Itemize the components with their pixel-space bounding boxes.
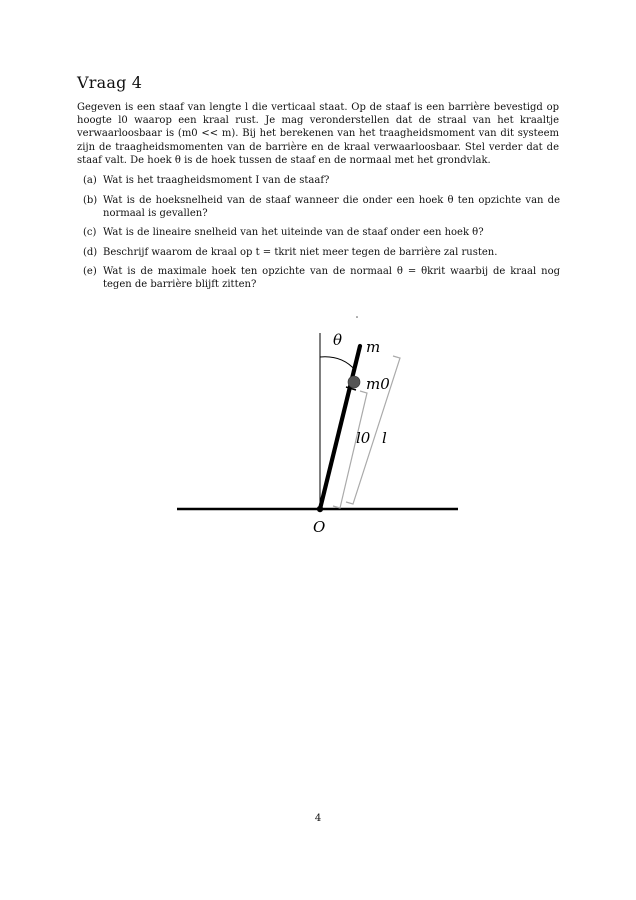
question-item-b — [77, 194, 560, 220]
m-label: m — [366, 338, 381, 356]
l0-label: l0 — [356, 429, 371, 447]
l0-bracket — [333, 391, 367, 508]
question-text: Wat is de lineaire snelheid van het uiteinde van de staaf onder een hoek θ? — [103, 227, 484, 238]
question-item-d — [77, 246, 560, 259]
pivot-point — [317, 506, 323, 512]
question-label: (d) — [83, 246, 98, 258]
question-text: Wat is de hoeksnelheid van de staaf wanneer die onder een hoek θ ten opzichte van de normaal is gevallen? — [103, 194, 560, 219]
question-text: Wat is het traagheidsmoment I van de staaf? — [103, 175, 330, 186]
question-item-c — [77, 226, 560, 239]
page-number: 4 — [314, 813, 322, 824]
question-label: (a) — [83, 175, 97, 186]
stray-dot — [356, 316, 358, 318]
theta-label: θ — [333, 331, 343, 349]
question-text: Wat is de maximale hoek ten opzichte van de normaal θ = θkrit waarbij de kraal nog tegen de barrière blijft zitten? — [103, 266, 560, 290]
origin-label: O — [313, 518, 326, 536]
question-label: (c) — [83, 227, 97, 238]
question-label: (b) — [83, 194, 98, 206]
rod — [320, 346, 360, 509]
bead — [348, 376, 360, 388]
question-label: (e) — [83, 266, 97, 277]
question-title: Vraag 4 — [77, 73, 143, 92]
question-text: Beschrijf waarom de kraal op t = tkrit niet meer tegen de barrière zal rusten. — [103, 246, 498, 258]
m0-label: m0 — [366, 375, 390, 393]
angle-arc — [320, 357, 355, 370]
question-item-a — [77, 174, 560, 187]
l-label: l — [382, 429, 387, 447]
rod-diagram — [0, 300, 636, 560]
question-list — [77, 174, 560, 298]
question-item-e — [77, 265, 560, 291]
intro-paragraph: Gegeven is een staaf van lengte l die verticaal staat. Op de staaf is een barrière bevestigd op hoogte l0 waarop een kraal rust. Je mag veronderstellen dat de straal van het kraaltje verwaarloosbaar is (m0 << m). Bij het berekenen van het traagheidsmoment van dit systeem zijn de traagheidsmomenten van de barrière en de kraal verwaarloosbaar. Stel verder dat de staaf valt. De hoek θ is de hoek tussen de staaf en de normaal met het grondvlak. — [77, 102, 559, 166]
